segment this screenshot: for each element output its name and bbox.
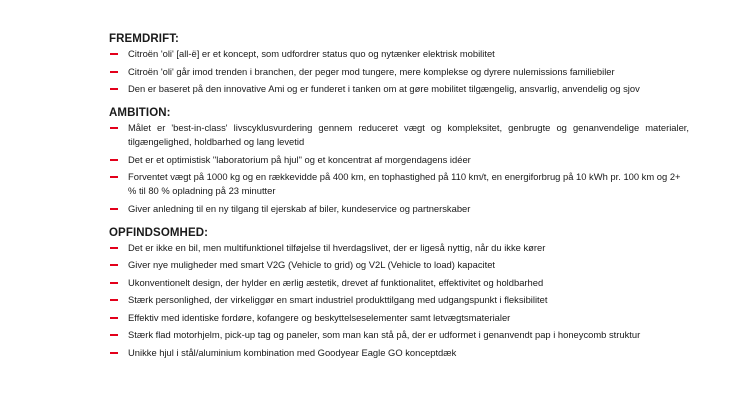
list-item bbox=[109, 65, 689, 79]
list-item bbox=[109, 121, 689, 149]
list-item-text: Stærk flad motorhjelm, pick-up tag og paneler, som man kan stå på, der er udformet i genanvendt pap i honeycomb struktur bbox=[128, 329, 641, 340]
dash-bullet-icon bbox=[110, 71, 118, 73]
dash-bullet-icon bbox=[110, 247, 118, 249]
list-item-text: Citroën 'oli' går imod trenden i branchen, der peger mod tungere, mere komplekse og dyrere nulemissions familiebiler bbox=[128, 65, 615, 77]
dash-bullet-icon bbox=[110, 352, 118, 354]
section-heading: FREMDRIFT: bbox=[109, 33, 179, 45]
dash-bullet-icon bbox=[110, 53, 118, 55]
list-item bbox=[109, 276, 689, 290]
bullet-list bbox=[109, 121, 689, 216]
bullet-list bbox=[109, 241, 689, 360]
list-item bbox=[109, 153, 689, 167]
dash-bullet-icon bbox=[110, 127, 118, 129]
list-item bbox=[109, 202, 689, 216]
document-page bbox=[109, 32, 689, 363]
section-opfindsomhed bbox=[109, 226, 689, 360]
list-item-text: Stærk personlighed, der virkeliggør en smart industriel produkttilgang med udgangspunkt i fleksibilitet bbox=[128, 294, 548, 305]
list-item bbox=[109, 170, 689, 198]
list-item bbox=[109, 346, 689, 360]
list-item-text: Det er ikke en bil, men multifunktionel tilføjelse til hverdagslivet, der er ligeså nyttig, når du ikke kører bbox=[128, 241, 546, 253]
list-item-text: Den er baseret på den innovative Ami og er funderet i tanken om at gøre mobilitet tilgængelig, ansvarlig, anvendelig og sjov bbox=[128, 83, 640, 94]
list-item bbox=[109, 258, 689, 272]
dash-bullet-icon bbox=[110, 88, 118, 90]
section-fremdrift bbox=[109, 32, 689, 96]
list-item-text: Citroën 'oli' [all-ë] er et koncept, som udfordrer status quo og nytænker elektrisk mobilitet bbox=[128, 48, 495, 59]
list-item-text: Unikke hjul i stål/aluminium kombination med Goodyear Eagle GO konceptdæk bbox=[128, 346, 457, 358]
list-item-text: Forventet vægt på 1000 kg og en rækkevidde på 400 km, en tophastighed på 110 km/t, en energiforbrug på 10 kWh pr. 100 km og 2+ % til 80 % opladning på 23 minutter bbox=[128, 171, 681, 196]
list-item bbox=[109, 82, 689, 96]
dash-bullet-icon bbox=[110, 299, 118, 301]
dash-bullet-icon bbox=[110, 334, 118, 336]
dash-bullet-icon bbox=[110, 176, 118, 178]
list-item bbox=[109, 241, 689, 255]
list-item-text: Ukonventionelt design, der hylder en ærlig æstetik, drevet af funktionalitet, effektivitet og holdbarhed bbox=[128, 276, 544, 288]
list-item-text: Det er et optimistisk "laboratorium på hjul" og et koncentrat af morgendagens idéer bbox=[128, 153, 471, 165]
dash-bullet-icon bbox=[110, 282, 118, 284]
list-item bbox=[109, 293, 689, 307]
section-ambition bbox=[109, 106, 689, 216]
dash-bullet-icon bbox=[110, 159, 118, 161]
list-item-text: Effektiv med identiske fordøre, kofangere og beskyttelseselementer samt letvægtsmaterialer bbox=[128, 311, 511, 323]
bullet-list bbox=[109, 47, 689, 96]
section-heading: OPFINDSOMHED: bbox=[109, 226, 209, 239]
dash-bullet-icon bbox=[110, 264, 118, 266]
list-item bbox=[109, 47, 689, 61]
list-item-text: Målet er 'best-in-class' livscyklusvurdering gennem reduceret vægt og kompleksitet, genbrugte og genanvendelige materialer, tilgængelighed, holdbarhed og lang levetid bbox=[128, 122, 689, 147]
list-item-text: Giver anledning til en ny tilgang til ejerskab af biler, kundeservice og partnerskaber bbox=[128, 202, 471, 214]
dash-bullet-icon bbox=[110, 208, 118, 210]
list-item bbox=[109, 311, 689, 325]
list-item-text: Giver nye muligheder med smart V2G (Vehicle to grid) og V2L (Vehicle to load) kapacitet bbox=[128, 259, 496, 270]
list-item bbox=[109, 328, 689, 342]
dash-bullet-icon bbox=[110, 317, 118, 319]
section-heading: AMBITION: bbox=[109, 107, 171, 119]
